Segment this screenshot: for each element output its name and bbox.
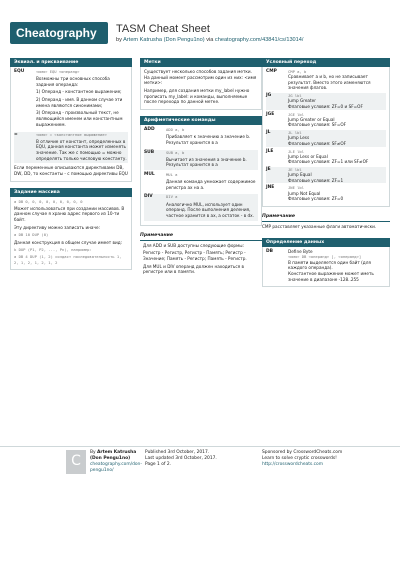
code: <имя> DB <операнд> [, <операнд>]: [288, 254, 362, 260]
text: Прибавляет к значению a значение b. Результат хранится в a: [166, 134, 251, 145]
sheet-url-link[interactable]: cheatography.com/43841/cs/13014/: [214, 37, 304, 43]
text: Флаговые условия: ZF=0 и SF=OF: [288, 103, 363, 109]
text: Сравнивает a и b, но не записывает результат. Вместо этого изменяются значения флагов.: [288, 74, 371, 91]
header: [0, 0, 400, 52]
section-heading: Задание массива: [10, 188, 132, 197]
column-3: [262, 58, 390, 293]
text: Вычитает из значения a значение b. Результат хранится в a: [166, 156, 247, 168]
text: Jump Equal: [288, 172, 312, 178]
text: Define Byte: [288, 248, 313, 254]
key: JLE: [266, 148, 274, 154]
section-heading: Определение данных: [262, 238, 390, 247]
text: Например, для создания метки my_label нужно прописать my_label: и команды, выполняемые после перехода по данной метке.: [144, 88, 250, 105]
key: EQU: [14, 69, 25, 74]
section-labels: [140, 58, 262, 110]
key: MUL: [144, 171, 155, 177]
section-note-cmp: [262, 213, 390, 232]
text: Данная команда умножает содержимое регистра ax на a.: [166, 179, 256, 190]
text: Флаговые условия: ZF=1: [288, 177, 344, 183]
footer-author: By Artem Katrusha (Don Pengu1no) cheatography.com/don-pengu1no/: [90, 450, 142, 473]
text: Флаговые условия: ZF=1 или SF≠OF: [288, 159, 369, 165]
code: <имя> EQU <операнд>: [36, 69, 80, 74]
section-data-def: [262, 238, 390, 287]
key: JE: [266, 167, 271, 173]
text: Флаговые условия: SF≠OF: [288, 140, 347, 146]
text: Для MUL и DIV операнд должен находиться в регистре или в памяти.: [143, 263, 244, 275]
code: JLE lbl: [288, 148, 305, 154]
key: CMP: [266, 69, 277, 74]
key: DB: [266, 248, 273, 254]
section-heading: Арифметические команды: [140, 116, 262, 125]
footer-sponsor: Sponsored by CrosswordCheats.com Learn to solve cryptic crosswords! http://crosswordcheats.com: [262, 450, 392, 468]
byline: by Artem Katrusha (Don Pengu1no) via cheatography.com/43841/cs/13014/: [116, 37, 304, 43]
text: Существует несколько способов задания метки. На данный момент рассмотрим один из них: <имя метки>:: [144, 69, 257, 86]
text: В отличие от констант, определенных в EQU, данная константа может изменять значение. Так же с помощью = можно определять только числовую константу.: [36, 138, 127, 161]
text: Константное выражение может иметь значение в диапазоне -128..255: [288, 270, 374, 282]
code: JE lbl: [288, 167, 302, 173]
text: Данная конструкция в общем случае имеет вид:: [14, 239, 123, 245]
text: Регистр - Регистр, Регистр - Память; Регистр - Значение; Память - Регистр; Память - Регистр.: [143, 250, 247, 262]
key: ADD: [144, 127, 155, 133]
text: Может использоваться при создании массивов. В данном случае я храню адрес первого из 10-ти байт.: [14, 205, 125, 223]
note: Если переменные описываются директивами DB, DW, DD, то константы - с помощью директивы EQU: [14, 165, 128, 176]
sponsor-link[interactable]: http://crosswordcheats.com: [262, 461, 323, 467]
section-note-arith: [140, 232, 262, 280]
code: JG lbl: [288, 93, 302, 99]
cheatography-logo[interactable]: Cheatography: [10, 22, 108, 44]
section-heading: Примечание: [262, 213, 390, 222]
text: 1) Операнд - константное выражение;: [36, 89, 122, 95]
text: В памяти выделяется один байт (для каждого операнда).: [288, 259, 371, 271]
author-avatar: C: [66, 450, 86, 474]
text: Для ADD и SUB доступны следующие формы:: [143, 242, 244, 248]
code: a DB 4 DUP (1, 2) создаст последовательность 1, 2, 1, 2, 1, 2, 1, 2: [14, 254, 122, 265]
text: Флаговые условия: ZF=0: [288, 196, 344, 202]
section-arith: [140, 116, 262, 226]
key: DIV: [144, 194, 153, 200]
code: a DB 10 DUP (0): [14, 232, 49, 238]
section-heading: Эквиал. и присваивание: [10, 58, 132, 67]
column-2: [140, 58, 262, 285]
code: JNE lbl: [288, 185, 305, 191]
code: SUB a, b: [166, 149, 185, 155]
code: ADD a, b: [166, 127, 185, 133]
code: k DUP (P1, P2, ..., Pn), например:: [14, 247, 92, 253]
text: Jump Not Equal: [288, 190, 321, 196]
author-profile-link[interactable]: cheatography.com/don-pengu1no/: [90, 461, 142, 473]
key: JNE: [266, 185, 275, 191]
code: JGE lbl: [288, 111, 305, 117]
key: =: [14, 131, 18, 137]
key: JG: [266, 93, 272, 99]
section-array: [10, 188, 132, 270]
text: 2) Операнд - имя. В данном случае эти имена являются синонимами;: [36, 97, 123, 108]
footer-dates: Published 3rd October, 2017. Last updated 3rd October, 2017. Page 1 of 2.: [145, 450, 217, 467]
section-heading: Условный переход: [262, 58, 390, 67]
code: DIV a: [166, 194, 178, 200]
text: Флаговые условия: SF=OF: [288, 122, 347, 128]
text: Возможны три основных способа задания операнда:: [36, 76, 110, 87]
text: Jump Less or Equal: [288, 153, 328, 159]
text: 3) Операнд - произвольный текст, не являющийся именем или константным выражением.: [36, 110, 123, 127]
key: JL: [266, 130, 271, 136]
section-jumps: [262, 58, 390, 207]
key: JGE: [266, 111, 275, 117]
page-title: TASM Cheat Sheet: [116, 23, 210, 35]
text: Jump Less: [288, 135, 310, 141]
text: Эту директиву можно записать иначе:: [14, 224, 100, 230]
code: a DB 0, 0, 0, 0, 0, 0, 0, 0, 0: [14, 198, 83, 204]
code: MUL a: [166, 171, 178, 177]
code: <имя> = <константное выражение>: [36, 131, 107, 137]
author-link[interactable]: Artem Katrusha (Don Pengu1no): [123, 37, 205, 43]
text: Аналогично MUL, использует один операнд. После выполнения деления, частное хранится в ax, а остаток - в dx.: [166, 201, 254, 218]
section-heading: Метки: [140, 58, 262, 67]
section-equ: [10, 58, 132, 182]
text: CMP расставляет указанные флаги автоматически.: [262, 224, 377, 230]
code: JL lbl: [288, 130, 302, 136]
text: Jump Greater or Equal: [288, 116, 335, 122]
code: CMP a, b: [288, 69, 307, 74]
section-heading: Примечание: [140, 232, 262, 241]
column-1: [10, 58, 132, 276]
text: Jump Greater: [288, 98, 316, 104]
key: SUB: [144, 149, 155, 155]
